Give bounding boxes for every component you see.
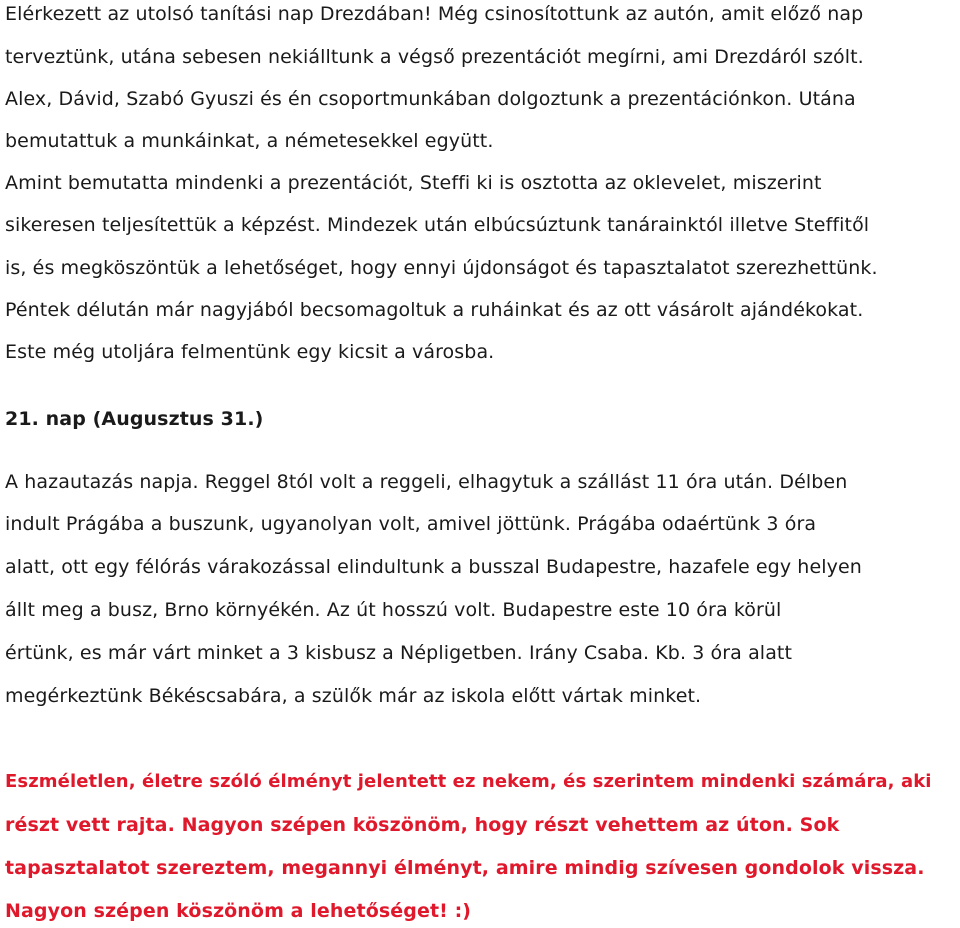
text-line: értünk, es már várt minket a 3 kisbusz a Népligetben. Irány Csaba. Kb. 3 óra alatt (5, 642, 793, 664)
text-line: alatt, ott egy félórás várakozással elindultunk a busszal Budapestre, hazafele egy helyen (5, 556, 862, 578)
text-line: A hazautazás napja. Reggel 8tól volt a reggeli, elhagytuk a szállást 11 óra után. Délben (5, 471, 848, 493)
closing-line: tapasztalatot szereztem, megannyi élményt, amire mindig szívesen gondolok vissza. (5, 857, 925, 879)
text-line: sikeresen teljesítettük a képzést. Mindezek után elbúcsúztunk tanárainktól illetve Steffitől (5, 214, 870, 236)
closing-line: Eszméletlen, életre szóló élményt jelentett ez nekem, és szerintem mindenki számára, aki (5, 771, 932, 792)
day-heading: 21. nap (Augusztus 31.) (5, 408, 264, 430)
text-line: Este még utoljára felmentünk egy kicsit a városba. (5, 341, 495, 363)
closing-line: részt vett rajta. Nagyon szépen köszönöm, hogy részt vehettem az úton. Sok (5, 814, 840, 836)
text-line: bemutattuk a munkáinkat, a németesekkel együtt. (5, 130, 494, 152)
text-line: is, és megköszöntük a lehetőséget, hogy ennyi újdonságot és tapasztalatot szerezhettünk. (5, 257, 878, 279)
closing-line: Nagyon szépen köszönöm a lehetőséget! :) (5, 900, 472, 922)
text-line: Péntek délután már nagyjából becsomagoltuk a ruháinkat és az ott vásárolt ajándékokat. (5, 299, 864, 321)
text-line: terveztünk, utána sebesen nekiálltunk a végső prezentációt megírni, ami Drezdáról szólt. (5, 46, 864, 68)
text-line: Alex, Dávid, Szabó Gyuszi és én csoportmunkában dolgoztunk a prezentációnkon. Utána (5, 88, 856, 110)
text-line: megérkeztünk Békéscsabára, a szülők már az iskola előtt vártak minket. (5, 685, 702, 707)
text-line: állt meg a busz, Brno környékén. Az út hosszú volt. Budapestre este 10 óra körül (5, 599, 782, 621)
text-line: Amint bemutatta mindenki a prezentációt, Steffi ki is osztotta az oklevelet, miszerint (5, 172, 822, 194)
text-line: Elérkezett az utolsó tanítási nap Drezdában! Még csinosítottunk az autón, amit előző nap (5, 3, 864, 25)
text-line: indult Prágába a buszunk, ugyanolyan volt, amivel jöttünk. Prágába odaértünk 3 óra (5, 513, 817, 535)
